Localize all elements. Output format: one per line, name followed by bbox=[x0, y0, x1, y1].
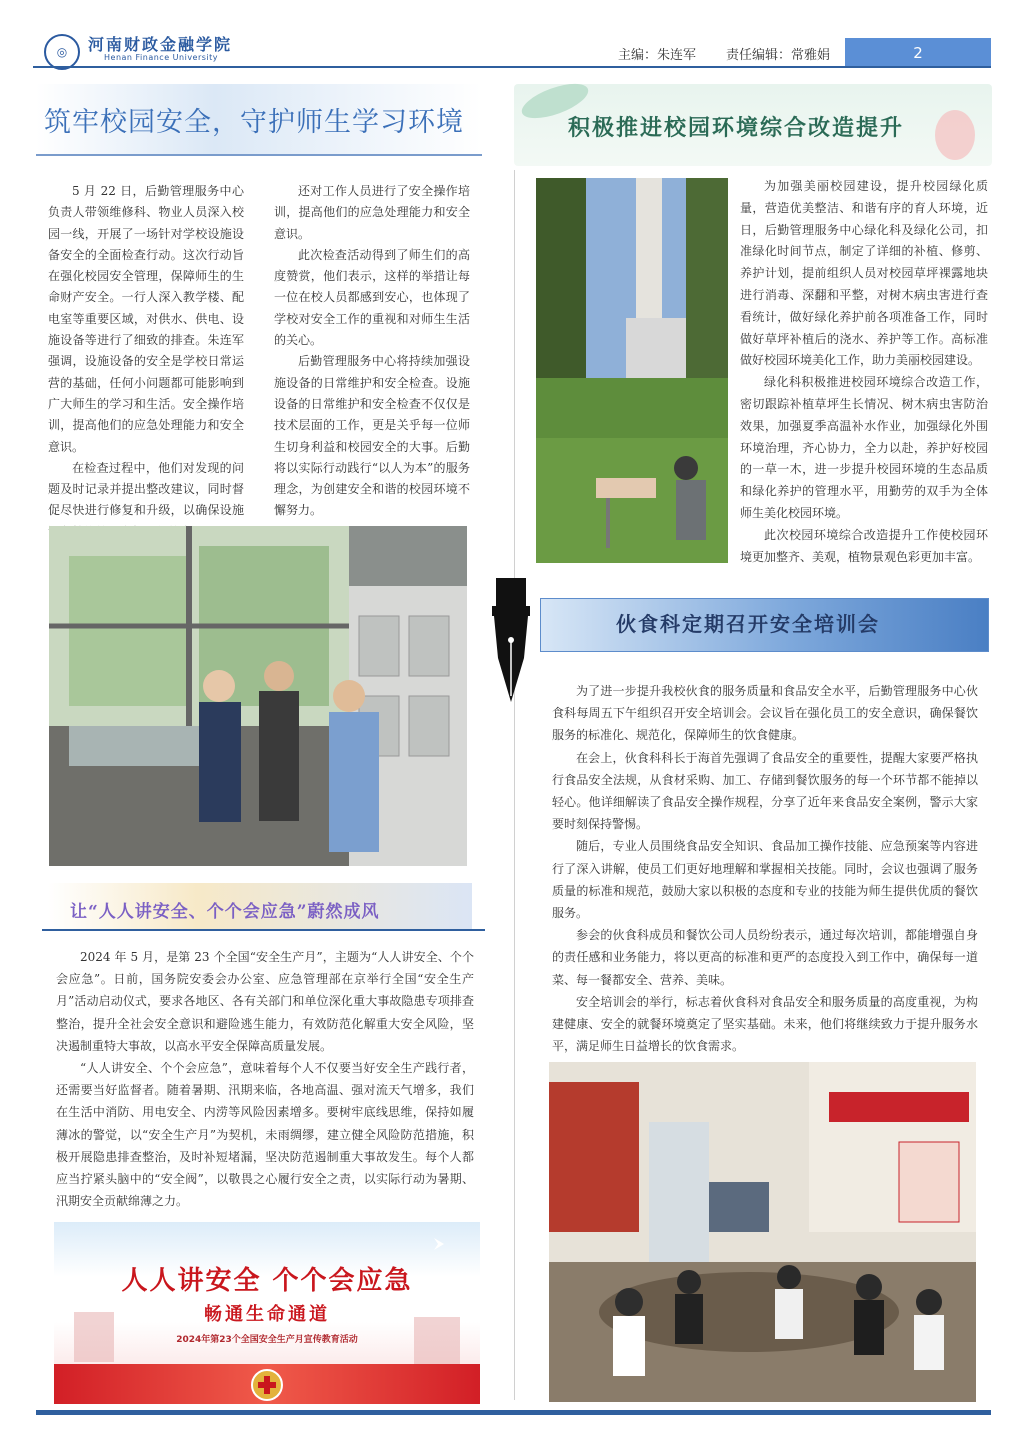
safety-emblem-icon bbox=[250, 1368, 284, 1402]
paragraph: 后勤管理服务中心将持续加强设施设备的日常维护和安全检查。设施设备的日常维护和安全检查不仅仅是技术层面的工作，更是关乎每一位师生切身利益和校园安全的大事。后勤将以实际行动践行“以人为本”的服务理念，为创建安全和谐的校园环境不懈努力。 bbox=[274, 354, 470, 518]
responsible-editor: 责任编辑：常雅娟 bbox=[726, 48, 831, 63]
paragraph: 此次校园环境综合改造提升工作使校园环境更加整齐、美观，植物景观色彩更加丰富。 bbox=[740, 527, 988, 564]
paragraph: 此次检查活动得到了师生们的高度赞赏，他们表示，这样的举措让每一位在校人员都感到安心，也体现了学校对安全工作的重视和对师生生活的关心。 bbox=[274, 247, 470, 348]
editor-in-chief: 主编：朱连军 bbox=[618, 48, 697, 63]
safety-month-banner bbox=[54, 1222, 480, 1404]
paragraph: 2024 年 5 月，是第 23 个全国“安全生产月”，主题为“人人讲安全、个个会应急”。日前，国务院安委会办公室、应急管理部在京举行全国“安全生产月”活动启动仪式，要求各地区、各有关部门和单位深化重大事故隐患专项排查整治，提升全社会安全意识和避险逃生能力，有效防范化解重大安全风险，坚决遏制重特大事故，以高水平安全保障高质量发展。 bbox=[56, 950, 474, 1053]
article2-text bbox=[740, 176, 988, 568]
page-number: 2 bbox=[845, 38, 991, 68]
article1-column-2 bbox=[274, 181, 470, 522]
paragraph: 为了进一步提升我校伙食的服务质量和食品安全水平，后勤管理服务中心伙食科每周五下午组织召开安全培训会。会议旨在强化员工的安全意识，确保餐饮服务的标准化、规范化，保障师生的饮食健康。 bbox=[552, 684, 978, 743]
paragraph: 还对工作人员进行了安全操作培训，提高他们的应急处理能力和安全意识。 bbox=[274, 184, 470, 241]
paragraph: 参会的伙食科成员和餐饮公司人员纷纷表示，通过每次培训，都能增强自身的责任感和业务能力，将以更高的标准和更严的态度投入到工作中，确保每一道菜、每一餐都安全、营养、美味。 bbox=[552, 928, 978, 987]
article1-title: 筑牢校园安全，守护师生学习环境 bbox=[44, 107, 464, 138]
school-logo: ◎ bbox=[44, 34, 80, 70]
paragraph: 安全培训会的举行，标志着伙食科对食品安全和服务质量的高度重视，为构建健康、安全的就餐环境奠定了坚实基础。未来，他们将继续致力于提升服务水平，满足师生日益增长的饮食需求。 bbox=[552, 994, 978, 1054]
article3-title: 伙食科定期召开安全培训会 bbox=[616, 612, 880, 636]
banner-slogan: 人人讲安全 个个会应急 bbox=[121, 1266, 413, 1296]
banner-subtitle: 畅通生命通道 bbox=[204, 1304, 330, 1325]
paragraph: 在会上，伙食科科长于海首先强调了食品安全的重要性，提醒大家要严格执行食品安全法规，从食材采购、加工、存储到餐饮服务的每一个环节都不能掉以轻心。他详细解读了食品安全操作规程，分享了近年来食品安全案例，警示大家要时刻保持警惕。 bbox=[552, 750, 978, 832]
column-divider bbox=[514, 170, 515, 1400]
article4-title: 让“人人讲安全、个个会应急”蔚然成风 bbox=[70, 902, 380, 922]
fountain-pen-icon bbox=[488, 578, 534, 704]
paragraph: 绿化科积极推进校园环境综合改造工作，密切跟踪补植草坪生长情况、树木病虫害防治效果，加强夏季高温补水作业，加强绿化外围环境治理，齐心协力，全力以赴，养护好校园的一草一木，进一步提升校园环境的生态品质和绿化养护的管理水平，用勤劳的双手为全体师生美化校园环境。 bbox=[740, 375, 988, 520]
photo-distribution-room-inspection bbox=[49, 526, 467, 866]
paragraph: 在检查过程中，他们对发现的问题及时记录并提出整改建议，同时督促尽快进行修复和升级，以确保设施 bbox=[48, 460, 244, 518]
flower-decoration bbox=[935, 110, 975, 160]
article4-text bbox=[56, 946, 474, 1212]
footer-divider bbox=[36, 1410, 991, 1415]
paragraph: 5 月 22 日，后勤管理服务中心负责人带领维修科、物业人员深入校园一线，开展了一场针对学校设施设备安全的全面检查行动。这次行动旨在强化校园安全管理，保障师生的生命财产安全。一行人深入教学楼、配电室等重要区域，对供水、供电、设施设备等进行了细致的排查。朱连军强调，设施设备的安全是学校日常运营的基础，任何小问题都可能影响到广大师生的学习和生活。安全操作培训，提高他们的应急处理能力和安全意识。 bbox=[48, 184, 244, 454]
photo-campus-lawn bbox=[536, 178, 728, 563]
school-name-en: Henan Finance University bbox=[104, 53, 219, 62]
banner-activity-name: 2024年第23个全国安全生产月宣传教育活动 bbox=[176, 1335, 358, 1345]
paragraph: 随后，专业人员围绕食品安全知识、食品加工操作技能、应急预案等内容进行了深入讲解，使员工们更好地理解和掌握相关技能。同时，会议也强调了服务质量的标准和规范，鼓励大家以积极的态度和专业的技能为师生提供优质的餐饮服务。 bbox=[552, 839, 978, 921]
school-name-cn: 河南财政金融学院 bbox=[88, 35, 233, 54]
photo-safety-training-meeting bbox=[549, 1062, 976, 1402]
article1-column-1 bbox=[48, 181, 244, 543]
article3-text bbox=[552, 680, 978, 1057]
article4-title-underline bbox=[42, 929, 485, 931]
article2-title: 积极推进校园环境综合改造提升 bbox=[568, 115, 905, 141]
paragraph: 为加强美丽校园建设，提升校园绿化质量，营造优美整洁、和谐有序的育人环境，近日，后勤管理服务中心绿化科及绿化公司，扣准绿化时间节点，制定了详细的补植、修剪、养护计划，提前组织人员对校园草坪裸露地块进行消毒、深翻和平整，对树木病虫害进行查看统计，做好绿化养护前各项准备工作，同时做好草坪补植后的浇水、养护等工作。高标准做好校园环境美化工作，助力美丽校园建设。 bbox=[740, 179, 988, 368]
paragraph: “人人讲安全、个个会应急”，意味着每个人不仅要当好安全生产践行者，还需要当好监督者。随着暑期、汛期来临，各地高温、强对流天气增多，我们在生活中消防、用电安全、内涝等风险因素增多。要树牢底线思维，保持如履薄冰的警觉，以“安全生产月”为契机，未雨绸缪，建立健全风险防范措施，积极开展隐患排查整治，及时补短堵漏，坚决防范遏制重大事故发生。每个人都应当拧紧头脑中的“安全阀”，以敬畏之心履行安全之责，以实际行动为暑期、汛期安全贡献绵薄之力。 bbox=[56, 1061, 474, 1209]
header-divider bbox=[33, 66, 991, 68]
